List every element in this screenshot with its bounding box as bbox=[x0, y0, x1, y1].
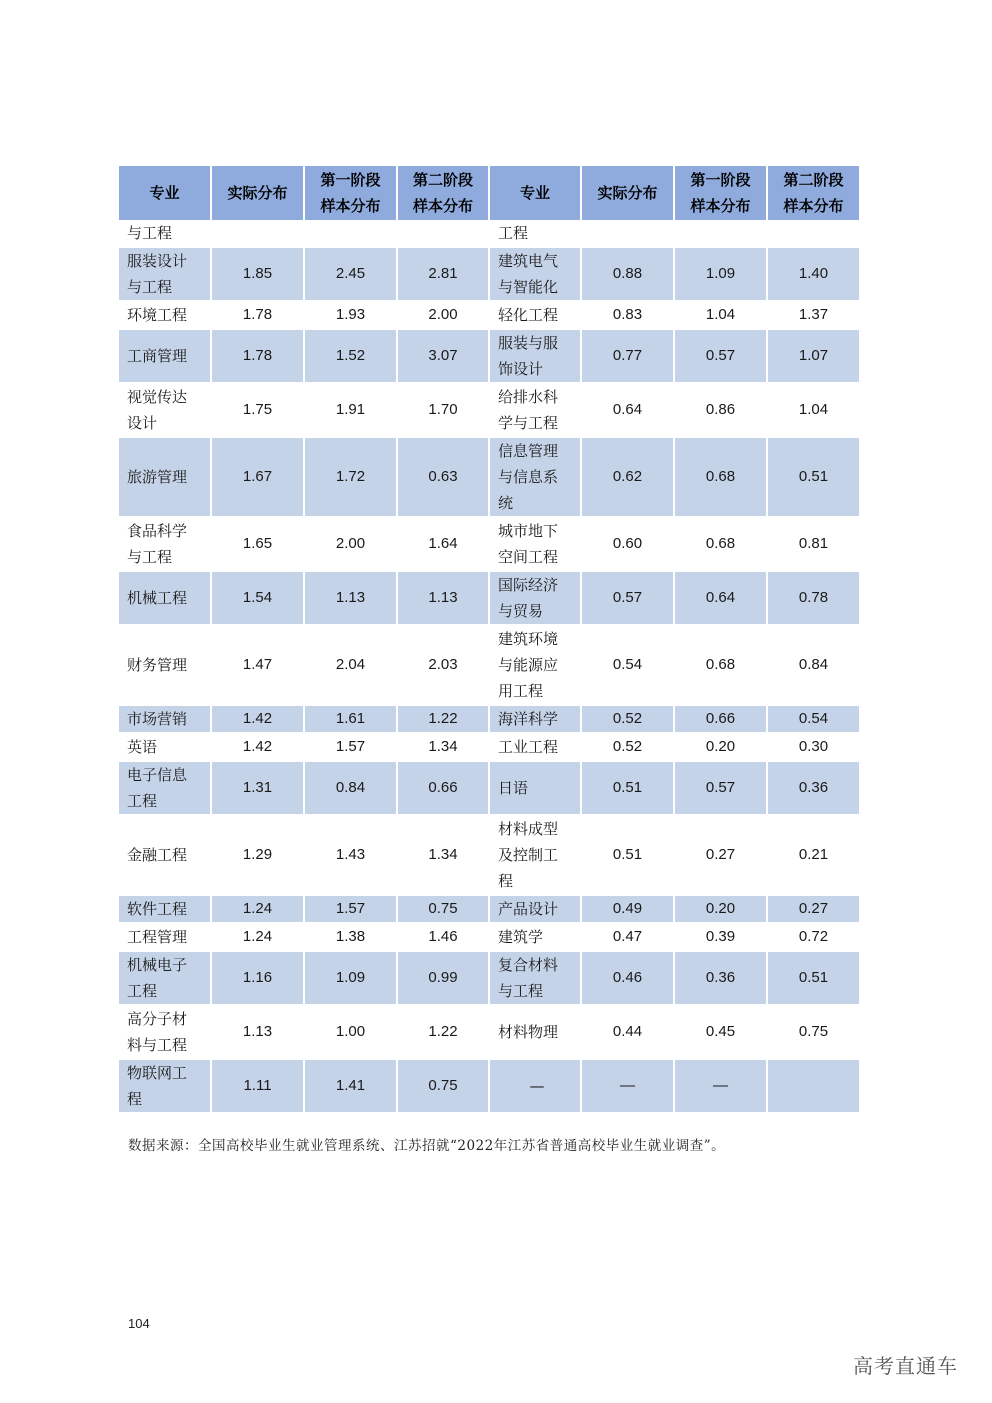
major-name-cell bbox=[119, 923, 211, 951]
value-cell: 1.72 bbox=[304, 437, 397, 517]
value-cell: 1.34 bbox=[397, 815, 489, 895]
major-name-line: 与贸易 bbox=[498, 602, 544, 620]
major-name-line: 机械工程 bbox=[127, 589, 188, 607]
column-header-line: 样本分布 bbox=[783, 197, 844, 215]
value-cell: 1.78 bbox=[211, 301, 304, 329]
value-cell: 0.77 bbox=[581, 329, 674, 383]
value-cell: 0.99 bbox=[397, 951, 489, 1005]
value-cell: 0.21 bbox=[767, 815, 859, 895]
major-name-line: 与智能化 bbox=[498, 278, 559, 296]
value-cell: 0.27 bbox=[674, 815, 767, 895]
value-cell: 0.46 bbox=[581, 951, 674, 1005]
major-name-line: 轻化工程 bbox=[498, 306, 559, 324]
data-source-note: 数据来源：全国高校毕业生就业管理系统、江苏招就“2022年江苏省普通高校毕业生就业调查”。 bbox=[128, 1138, 726, 1154]
column-header-line: 样本分布 bbox=[690, 197, 751, 215]
major-name-line: 日语 bbox=[498, 779, 529, 797]
value-cell: 0.86 bbox=[674, 383, 767, 437]
major-name-cell bbox=[119, 761, 211, 815]
value-cell: 1.04 bbox=[767, 383, 859, 437]
column-header-line: 专业 bbox=[519, 184, 550, 202]
value-cell: 0.64 bbox=[581, 383, 674, 437]
column-header-line: 第一阶段 bbox=[690, 171, 751, 189]
value-cell: 1.57 bbox=[304, 733, 397, 761]
value-cell: 0.66 bbox=[674, 705, 767, 733]
major-name-cell bbox=[489, 383, 581, 437]
major-name-line: 海洋科学 bbox=[498, 710, 559, 728]
column-header bbox=[397, 166, 489, 220]
major-name-line: 空间工程 bbox=[498, 548, 559, 566]
table-row bbox=[119, 923, 859, 951]
major-name-line: 工程 bbox=[127, 982, 158, 1000]
column-header bbox=[489, 166, 581, 220]
value-cell: 2.04 bbox=[304, 625, 397, 705]
value-cell: 1.41 bbox=[304, 1059, 397, 1113]
major-name-cell bbox=[119, 247, 211, 301]
value-cell: 1.42 bbox=[211, 705, 304, 733]
major-name-cell bbox=[489, 733, 581, 761]
column-header-line: 专业 bbox=[149, 184, 180, 202]
table-row bbox=[119, 247, 859, 301]
value-cell: 1.91 bbox=[304, 383, 397, 437]
value-cell: 1.31 bbox=[211, 761, 304, 815]
table-row bbox=[119, 625, 859, 705]
value-cell: 0.57 bbox=[581, 571, 674, 625]
major-name-line: 及控制工 bbox=[498, 846, 559, 864]
major-name-line: 程 bbox=[498, 872, 514, 890]
value-cell: 1.09 bbox=[674, 247, 767, 301]
value-cell: 1.46 bbox=[397, 923, 489, 951]
value-cell: 1.47 bbox=[211, 625, 304, 705]
value-cell: 0.39 bbox=[674, 923, 767, 951]
value-cell: 1.40 bbox=[767, 247, 859, 301]
major-name-cell bbox=[489, 895, 581, 923]
column-header bbox=[211, 166, 304, 220]
major-distribution-table bbox=[119, 166, 859, 1114]
major-name-line: 服装设计 bbox=[127, 252, 188, 270]
major-name-cell bbox=[119, 951, 211, 1005]
major-name-line: 程 bbox=[127, 1090, 143, 1108]
major-name-line: 与信息系 bbox=[498, 468, 559, 486]
value-cell bbox=[581, 220, 674, 247]
major-name-line: 电子信息 bbox=[127, 766, 188, 784]
major-name-line: 学与工程 bbox=[498, 414, 559, 432]
major-name-line: 信息管理 bbox=[498, 442, 559, 460]
major-name-line: 城市地下 bbox=[498, 522, 559, 540]
value-cell: 1.24 bbox=[211, 895, 304, 923]
table-row bbox=[119, 705, 859, 733]
value-cell: 1.78 bbox=[211, 329, 304, 383]
value-cell: 1.61 bbox=[304, 705, 397, 733]
value-cell: 0.45 bbox=[674, 1005, 767, 1059]
column-header-line: 样本分布 bbox=[320, 197, 381, 215]
value-cell: 0.52 bbox=[581, 705, 674, 733]
value-cell: 1.13 bbox=[397, 571, 489, 625]
major-name-line: 服装与服 bbox=[498, 334, 559, 352]
value-cell bbox=[767, 220, 859, 247]
value-cell: 0.78 bbox=[767, 571, 859, 625]
table-row bbox=[119, 383, 859, 437]
major-name-line: 工程 bbox=[127, 792, 158, 810]
value-cell: 0.51 bbox=[581, 761, 674, 815]
value-cell: 1.22 bbox=[397, 705, 489, 733]
value-cell: 1.00 bbox=[304, 1005, 397, 1059]
major-name-cell bbox=[119, 517, 211, 571]
table-row bbox=[119, 329, 859, 383]
major-name-cell bbox=[119, 625, 211, 705]
major-name-cell bbox=[489, 220, 581, 247]
table-header-row bbox=[119, 166, 859, 220]
value-cell: 0.51 bbox=[581, 815, 674, 895]
major-name-cell bbox=[119, 733, 211, 761]
major-name-line: 环境工程 bbox=[127, 306, 188, 324]
value-cell: 1.93 bbox=[304, 301, 397, 329]
value-cell: 0.72 bbox=[767, 923, 859, 951]
value-cell: 1.65 bbox=[211, 517, 304, 571]
major-name-line: 工商管理 bbox=[127, 347, 188, 365]
major-name-cell bbox=[489, 571, 581, 625]
value-cell: 1.11 bbox=[211, 1059, 304, 1113]
major-name-cell bbox=[489, 1005, 581, 1059]
value-cell: 1.52 bbox=[304, 329, 397, 383]
table-row bbox=[119, 1005, 859, 1059]
table-row bbox=[119, 761, 859, 815]
value-cell: 1.37 bbox=[767, 301, 859, 329]
major-name-line: 金融工程 bbox=[127, 846, 188, 864]
major-name-line: 产品设计 bbox=[498, 900, 559, 918]
value-cell: 1.22 bbox=[397, 1005, 489, 1059]
value-cell: 0.68 bbox=[674, 437, 767, 517]
value-cell: 0.49 bbox=[581, 895, 674, 923]
column-header-line: 第一阶段 bbox=[320, 171, 381, 189]
value-cell bbox=[397, 220, 489, 247]
value-cell: 2.45 bbox=[304, 247, 397, 301]
major-name-line: 与工程 bbox=[127, 548, 173, 566]
major-name-cell bbox=[489, 705, 581, 733]
column-header-line: 第二阶段 bbox=[412, 171, 473, 189]
major-name-cell bbox=[119, 571, 211, 625]
value-cell: 0.60 bbox=[581, 517, 674, 571]
major-name-line: 料与工程 bbox=[127, 1036, 188, 1054]
major-name-cell bbox=[119, 383, 211, 437]
major-name-line: 与能源应 bbox=[498, 656, 559, 674]
value-cell bbox=[304, 220, 397, 247]
value-cell: 0.52 bbox=[581, 733, 674, 761]
value-cell: 0.36 bbox=[674, 951, 767, 1005]
column-header bbox=[304, 166, 397, 220]
value-cell: 0.84 bbox=[304, 761, 397, 815]
major-name-line: 工程管理 bbox=[127, 928, 188, 946]
major-name-line: 软件工程 bbox=[127, 900, 188, 918]
table-row bbox=[119, 517, 859, 571]
column-header bbox=[581, 166, 674, 220]
column-header-line: 实际分布 bbox=[597, 184, 658, 202]
major-name-cell bbox=[119, 1059, 211, 1113]
value-cell: 1.57 bbox=[304, 895, 397, 923]
major-name-line: 旅游管理 bbox=[127, 468, 188, 486]
value-cell: 0.20 bbox=[674, 895, 767, 923]
major-name-cell bbox=[119, 301, 211, 329]
value-cell: 0.75 bbox=[767, 1005, 859, 1059]
major-name-cell bbox=[119, 437, 211, 517]
value-cell: 1.85 bbox=[211, 247, 304, 301]
value-cell: 0.62 bbox=[581, 437, 674, 517]
table-row bbox=[119, 815, 859, 895]
value-cell: 1.09 bbox=[304, 951, 397, 1005]
major-name-cell bbox=[489, 517, 581, 571]
value-cell: 1.54 bbox=[211, 571, 304, 625]
watermark-text: 高考直通车 bbox=[853, 1354, 958, 1378]
major-name-cell bbox=[489, 923, 581, 951]
column-header-line: 实际分布 bbox=[227, 184, 288, 202]
major-name-line: 用工程 bbox=[498, 682, 544, 700]
table-row bbox=[119, 301, 859, 329]
value-cell: 0.66 bbox=[397, 761, 489, 815]
table-row bbox=[119, 437, 859, 517]
value-cell bbox=[767, 1059, 859, 1113]
major-name-line: 工业工程 bbox=[498, 738, 559, 756]
major-name-line: 高分子材 bbox=[127, 1010, 188, 1028]
value-cell: 1.64 bbox=[397, 517, 489, 571]
major-name-line: 复合材料 bbox=[498, 956, 559, 974]
value-cell: 0.57 bbox=[674, 329, 767, 383]
value-cell: — bbox=[674, 1059, 767, 1113]
value-cell: 2.81 bbox=[397, 247, 489, 301]
value-cell: 1.24 bbox=[211, 923, 304, 951]
value-cell: 1.04 bbox=[674, 301, 767, 329]
major-name-cell bbox=[489, 301, 581, 329]
major-name-line: 建筑电气 bbox=[498, 252, 559, 270]
value-cell: 1.43 bbox=[304, 815, 397, 895]
major-name-line: — bbox=[529, 1077, 545, 1095]
table-row bbox=[119, 895, 859, 923]
value-cell bbox=[674, 220, 767, 247]
value-cell: 0.63 bbox=[397, 437, 489, 517]
value-cell: 0.47 bbox=[581, 923, 674, 951]
major-name-line: 工程 bbox=[498, 224, 529, 242]
major-name-line: 设计 bbox=[127, 414, 158, 432]
major-name-cell bbox=[489, 951, 581, 1005]
value-cell: 1.07 bbox=[767, 329, 859, 383]
value-cell: 1.13 bbox=[211, 1005, 304, 1059]
major-name-line: 食品科学 bbox=[127, 522, 188, 540]
major-name-line: 材料物理 bbox=[498, 1023, 559, 1041]
major-name-cell bbox=[489, 1059, 581, 1113]
value-cell: 0.51 bbox=[767, 951, 859, 1005]
page-number: 104 bbox=[128, 1316, 150, 1331]
major-name-line: 与工程 bbox=[127, 224, 173, 242]
value-cell: 0.57 bbox=[674, 761, 767, 815]
value-cell: 0.20 bbox=[674, 733, 767, 761]
value-cell: 0.36 bbox=[767, 761, 859, 815]
table-row bbox=[119, 951, 859, 1005]
major-name-line: 物联网工 bbox=[127, 1064, 188, 1082]
value-cell: 3.07 bbox=[397, 329, 489, 383]
value-cell: 0.88 bbox=[581, 247, 674, 301]
value-cell: 0.44 bbox=[581, 1005, 674, 1059]
value-cell: 2.00 bbox=[304, 517, 397, 571]
value-cell: 0.64 bbox=[674, 571, 767, 625]
value-cell: 0.84 bbox=[767, 625, 859, 705]
value-cell: 1.70 bbox=[397, 383, 489, 437]
major-name-line: 视觉传达 bbox=[127, 388, 188, 406]
value-cell: 1.34 bbox=[397, 733, 489, 761]
major-name-cell bbox=[119, 329, 211, 383]
value-cell: 0.54 bbox=[581, 625, 674, 705]
major-name-cell bbox=[119, 1005, 211, 1059]
column-header-line: 第二阶段 bbox=[783, 171, 844, 189]
major-name-cell bbox=[119, 815, 211, 895]
value-cell: 0.75 bbox=[397, 895, 489, 923]
value-cell: 0.75 bbox=[397, 1059, 489, 1113]
major-name-cell bbox=[489, 815, 581, 895]
major-name-line: 国际经济 bbox=[498, 576, 559, 594]
major-name-cell bbox=[489, 247, 581, 301]
major-name-line: 材料成型 bbox=[498, 820, 559, 838]
value-cell: 0.54 bbox=[767, 705, 859, 733]
major-name-line: 建筑环境 bbox=[498, 630, 559, 648]
column-header bbox=[674, 166, 767, 220]
major-name-cell bbox=[489, 437, 581, 517]
value-cell: 1.16 bbox=[211, 951, 304, 1005]
table-row bbox=[119, 571, 859, 625]
major-name-line: 机械电子 bbox=[127, 956, 188, 974]
value-cell: 1.13 bbox=[304, 571, 397, 625]
value-cell: — bbox=[581, 1059, 674, 1113]
major-name-line: 与工程 bbox=[498, 982, 544, 1000]
major-name-cell bbox=[489, 761, 581, 815]
value-cell: 0.68 bbox=[674, 625, 767, 705]
column-header bbox=[767, 166, 859, 220]
value-cell: 1.42 bbox=[211, 733, 304, 761]
value-cell: 1.29 bbox=[211, 815, 304, 895]
major-name-cell bbox=[489, 329, 581, 383]
major-name-line: 财务管理 bbox=[127, 656, 188, 674]
major-name-line: 市场营销 bbox=[127, 710, 188, 728]
table-row bbox=[119, 1059, 859, 1113]
major-name-line: 统 bbox=[498, 494, 514, 512]
value-cell: 0.81 bbox=[767, 517, 859, 571]
value-cell: 0.51 bbox=[767, 437, 859, 517]
major-name-line: 饰设计 bbox=[498, 360, 544, 378]
major-name-cell bbox=[119, 705, 211, 733]
column-header bbox=[119, 166, 211, 220]
value-cell: 0.30 bbox=[767, 733, 859, 761]
major-name-cell bbox=[119, 220, 211, 247]
value-cell: 2.00 bbox=[397, 301, 489, 329]
value-cell: 0.68 bbox=[674, 517, 767, 571]
value-cell: 2.03 bbox=[397, 625, 489, 705]
column-header-line: 样本分布 bbox=[412, 197, 473, 215]
major-name-cell bbox=[489, 625, 581, 705]
major-name-line: 与工程 bbox=[127, 278, 173, 296]
major-name-line: 建筑学 bbox=[498, 928, 544, 946]
value-cell: 1.75 bbox=[211, 383, 304, 437]
major-name-line: 给排水科 bbox=[498, 388, 559, 406]
value-cell: 0.27 bbox=[767, 895, 859, 923]
table-row bbox=[119, 220, 859, 247]
table-row bbox=[119, 733, 859, 761]
value-cell: 0.83 bbox=[581, 301, 674, 329]
value-cell bbox=[211, 220, 304, 247]
value-cell: 1.38 bbox=[304, 923, 397, 951]
value-cell: 1.67 bbox=[211, 437, 304, 517]
major-name-cell bbox=[119, 895, 211, 923]
major-name-line: 英语 bbox=[127, 738, 158, 756]
